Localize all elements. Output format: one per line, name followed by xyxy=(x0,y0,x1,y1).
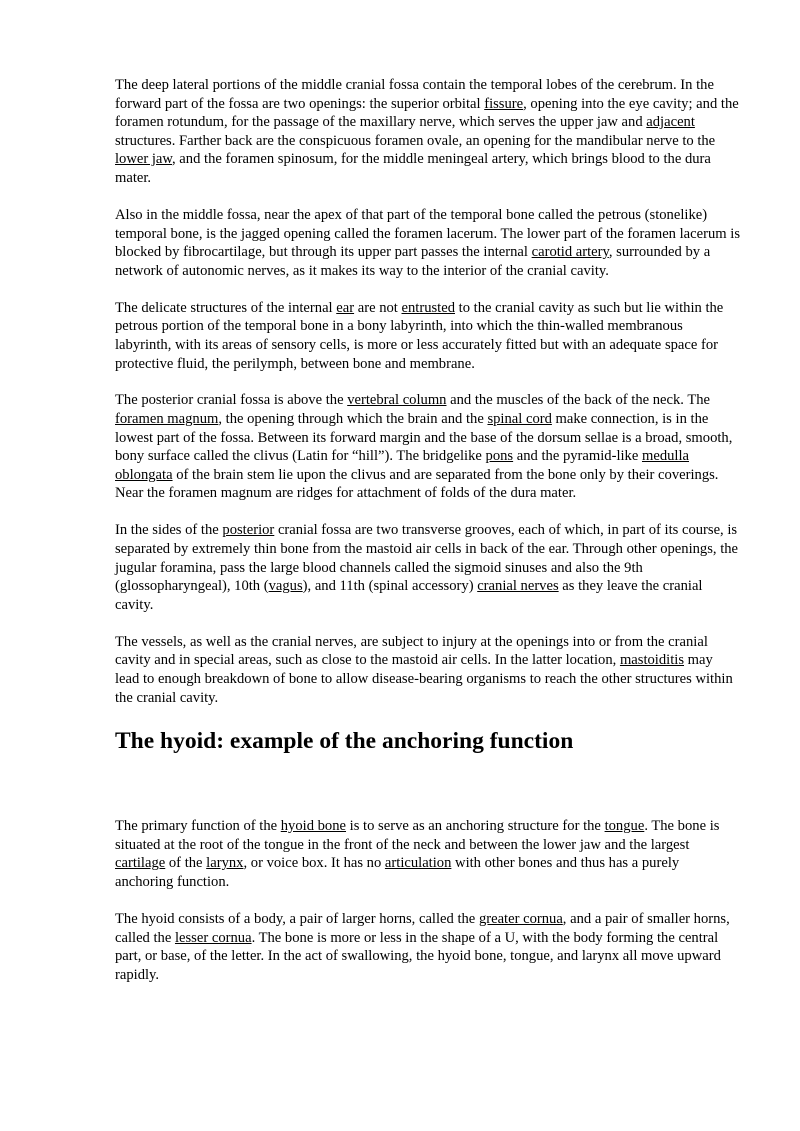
paragraph-text: . The bone is more or less in the shape of a U, with the body forming the central part, or base, of the letter. In the act of swallowing, the hyoid bone, tongue, and larynx all move upward rapidly. xyxy=(115,929,721,983)
section-heading: The hyoid: example of the anchoring function xyxy=(115,728,574,755)
paragraph-text: as they leave the cranial cavity. xyxy=(115,578,703,613)
paragraph-text: of the xyxy=(165,855,207,872)
paragraph xyxy=(115,633,740,707)
paragraph-text: cranial fossa are two transverse grooves, each of which, in part of its course, is separated by extremely thin bone from the mastoid air cells in back of the ear. Through other openings, the jugular foramina, pass the large blood channels called the sigmoid sinuses and also the 9th (glossopharyngeal), 10th ( xyxy=(115,522,739,595)
paragraph-text: Also in the middle fossa, near the apex of that part of the temporal bone called the petrous (stonelike) temporal bone, is the jagged opening called the foramen lacerum. The lower part of the foramen lacerum is blocked by fibrocartilage, but through its upper part passes the internal xyxy=(115,206,740,261)
paragraph-text: ), and 11th (spinal accessory) xyxy=(302,578,478,595)
inline-link[interactable]: hyoid bone xyxy=(280,818,347,835)
paragraph-text: with other bones and thus has a purely anchoring function. xyxy=(115,855,680,890)
paragraph-text: . The bone is situated at the root of the tongue in the front of the neck and between the lower jaw and the largest xyxy=(115,818,720,853)
paragraph xyxy=(115,817,740,891)
paragraph-text: structures. Farther back are the conspicuous foramen ovale, an opening for the mandibular nerve to the xyxy=(115,132,716,149)
inline-link[interactable]: lower jaw xyxy=(115,151,172,168)
spacer xyxy=(115,755,740,817)
inline-link[interactable]: articulation xyxy=(384,855,452,872)
inline-link[interactable]: greater cornua xyxy=(478,910,563,927)
paragraph xyxy=(115,391,740,503)
paragraph-text: to the cranial cavity as such but lie within the petrous portion of the temporal bone in a bony labyrinth, into which the thin-walled membranous labyrinth, with its areas of sensory cells, is more or less accurately fitted but with an adequate space for protective fluid, the perilymph, between bone and membrane. xyxy=(115,299,724,372)
paragraph-text: and the pyramid-like xyxy=(513,448,642,465)
paragraph-text: The posterior cranial fossa is above the xyxy=(115,392,348,409)
paragraph xyxy=(115,521,740,614)
paragraph xyxy=(115,910,740,984)
paragraph-text: , the opening through which the brain and the xyxy=(218,411,488,428)
inline-link[interactable]: ear xyxy=(336,299,355,316)
paragraph-text: , opening into the eye cavity; and the foramen rotundum, for the passage of the maxillary nerve, which serves the upper jaw and xyxy=(115,95,739,131)
paragraph-text: The delicate structures of the internal xyxy=(115,299,337,316)
inline-link[interactable]: cranial nerves xyxy=(477,578,559,595)
inline-link[interactable]: lesser cornua xyxy=(174,929,252,946)
section-cranial-fossa xyxy=(115,76,740,707)
inline-link[interactable]: medulla oblongata xyxy=(115,448,689,483)
inline-link[interactable]: pons xyxy=(485,448,514,465)
paragraph-text: The deep lateral portions of the middle cranial fossa contain the temporal lobes of the cerebrum. In the forward part of the fossa are two openings: the superior orbital xyxy=(115,77,714,112)
paragraph-text: and the muscles of the back of the neck. The xyxy=(446,392,711,409)
document-page xyxy=(115,76,740,1003)
paragraph-text: The vessels, as well as the cranial nerves, are subject to injury at the openings into or from the cranial cavity and in special areas, such as close to the mastoid air cells. In the latter location, xyxy=(115,633,708,669)
paragraph-text: In the sides of the xyxy=(115,522,223,539)
paragraph xyxy=(115,206,740,280)
paragraph-text: , and a pair of smaller horns, called the xyxy=(115,910,730,946)
paragraph-text: , or voice box. It has no xyxy=(243,855,385,872)
inline-link[interactable]: vagus xyxy=(268,578,303,595)
inline-link[interactable]: posterior xyxy=(222,522,275,539)
paragraph-text: , and the foramen spinosum, for the middle meningeal artery, which brings blood to the dura mater. xyxy=(115,151,711,186)
inline-link[interactable]: foramen magnum xyxy=(115,411,219,428)
paragraph-text: , surrounded by a network of autonomic nerves, as it makes its way to the interior of the cranial cavity. xyxy=(115,244,711,279)
inline-link[interactable]: larynx xyxy=(206,855,244,872)
inline-link[interactable]: spinal cord xyxy=(487,411,552,428)
inline-link[interactable]: tongue xyxy=(604,818,645,835)
inline-link[interactable]: mastoiditis xyxy=(619,652,684,669)
paragraph-text: make connection, is in the lowest part of the fossa. Between its forward margin and the base of the dorsum sellae is a broad, smooth, bony surface called the clivus (Latin for “hill”). The bridgelike xyxy=(115,411,733,465)
paragraph xyxy=(115,76,740,188)
paragraph-text: The primary function of the xyxy=(115,818,281,835)
inline-link[interactable]: fissure xyxy=(484,95,524,112)
inline-link[interactable]: entrusted xyxy=(401,299,455,316)
inline-link[interactable]: adjacent xyxy=(646,114,695,131)
inline-link[interactable]: vertebral column xyxy=(347,392,447,409)
inline-link[interactable]: cartilage xyxy=(115,855,166,872)
paragraph-text: The hyoid consists of a body, a pair of larger horns, called the xyxy=(115,910,479,927)
paragraph xyxy=(115,299,740,373)
paragraph-text: may lead to enough breakdown of bone to allow disease-bearing organisms to reach the other structures within the cranial cavity. xyxy=(115,652,733,706)
section-hyoid xyxy=(115,817,740,984)
paragraph-text: are not xyxy=(354,299,402,316)
paragraph-text: is to serve as an anchoring structure for the xyxy=(346,818,605,835)
inline-link[interactable]: carotid artery xyxy=(531,244,609,261)
paragraph-text: of the brain stem lie upon the clivus and are separated from the bone only by their coverings. Near the foramen magnum are ridges for attachment of folds of the dura mater. xyxy=(115,466,719,502)
